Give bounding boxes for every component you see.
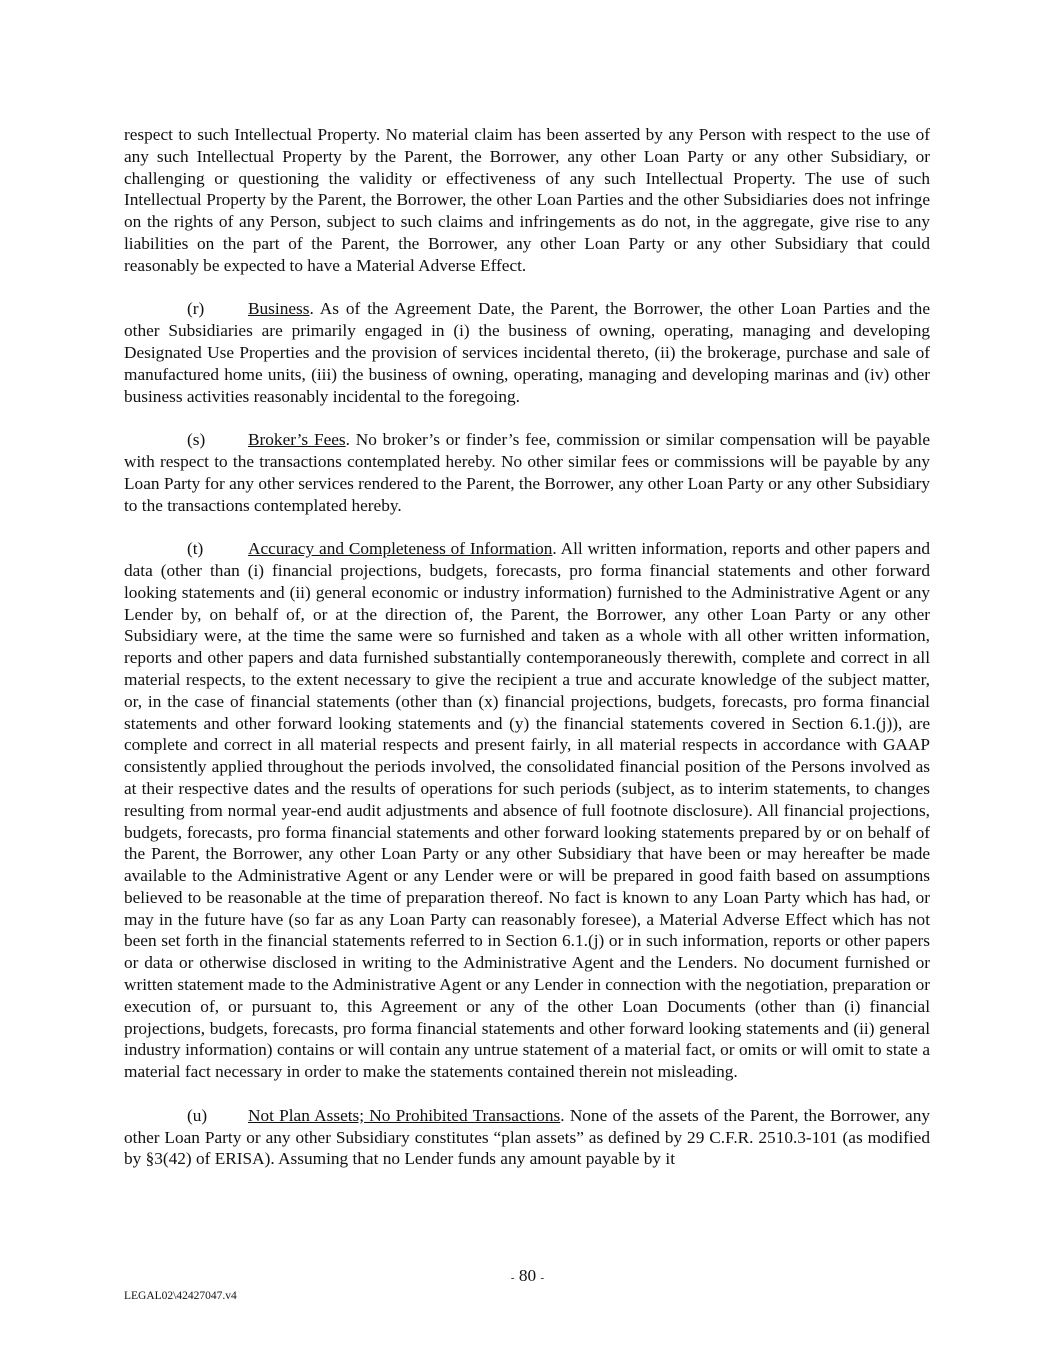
page-number-dash-right: - <box>540 1272 545 1284</box>
continuation-paragraph: respect to such Intellectual Property. No material claim has been asserted by any Person with respect to the use of any such Intellectual Property by the Parent, the Borrower, any other Loan Party or any other Subsidiary, or challenging or questioning the validity or effectiveness of any such Intellectual Property. The use of such Intellectual Property by the Parent, the Borrower, the other Loan Parties and the other Subsidiaries does not infringe on the rights of any Person, subject to such claims and infringements as do not, in the aggregate, give rise to any liabilities on the part of the Parent, the Borrower, any other Loan Party or any other Subsidiary that could reasonably be expected to have a Material Adverse Effect. <box>124 125 930 275</box>
section-u-paragraph <box>124 1105 930 1170</box>
document-body <box>124 124 930 1192</box>
section-heading: Accuracy and Completeness of Information <box>248 539 553 559</box>
section-text: . No broker’s or finder’s fee, commission or similar compensation will be payable with respect to the transactions contemplated hereby. No other similar fees or commissions will be payable by any Loan Party for any other services rendered to the Parent, the Borrower, any other Loan Party or any other Subsidiary to the transactions contemplated hereby. <box>124 430 930 515</box>
section-r-paragraph <box>124 298 930 407</box>
section-label: (t) <box>187 539 204 559</box>
page-number <box>0 1266 1055 1286</box>
section-text: . None of the assets of the Parent, the Borrower, any other Loan Party or any other Subsidiary constitutes “plan assets” as defined by 29 C.F.R. 2510.3-101 (as modified by §3(42) of ERISA). Assuming that no Lender funds any amount payable by it <box>124 1105 930 1169</box>
section-text: . All written information, reports and other papers and data (other than (i) financial projections, budgets, forecasts, pro forma financial statements and other forward looking statements and (ii) general economic or industry information) furnished to the Administrative Agent or any Lender by, on behalf of, or at the direction of, the Parent, the Borrower, any other Loan Party or any other Subsidiary were, at the time the same were so furnished and taken as a whole with all other written information, reports and other papers and data furnished substantially contemporaneously therewith, complete and correct in all material respects, to the extent necessary to give the recipient a true and accurate knowledge of the subject matter, or, in the case of financial statements (other than (x) financial projections, budgets, forecasts, pro forma financial statements and other forward looking statements and (y) the financial statements covered in Section 6.1.(j)), are complete and correct in all material respects and present fairly, in all material respects in accordance with GAAP consistently applied throughout the periods involved, the consolidated financial position of the Persons involved as at their respective dates and the results of operations for such periods (subject, as to interim statements, to changes resulting from normal year-end audit adjustments and absence of full footnote disclosure). All financial projections, budgets, forecasts, pro forma financial statements and other forward looking statements prepared by or on behalf of the Parent, the Borrower, any other Loan Party or any other Subsidiary that have been or may hereafter be made available to the Administrative Agent or any Lender were or will be prepared in good faith based on assumptions believed to be reasonable at the time of preparation thereof. No fact is known to any Loan Party which has had, or may in the future have (so far as any Loan Party can reasonably foresee), a Material Adverse Effect which has not been set forth in the financial statements referred to in Section 6.1.(j) or in such information, reports or other papers or data or otherwise disclosed in writing to the Administrative Agent and the Lenders. No document furnished or written statement made to the Administrative Agent or any Lender in connection with the negotiation, preparation or execution of, or pursuant to, this Agreement or any of the other Loan Documents (other than (i) financial projections, budgets, forecasts, pro forma financial statements and other forward looking statements and (ii) general industry information) contains or will contain any untrue statement of a material fact, or omits or will omit to state a material fact necessary in order to make the statements contained therein not misleading. <box>124 539 930 1082</box>
section-heading: Business <box>248 299 310 319</box>
section-t-paragraph <box>124 538 930 1083</box>
section-label: (s) <box>187 430 206 450</box>
page-number-value: 80 <box>518 1266 537 1285</box>
document-id: LEGAL02\42427047.v4 <box>124 1290 237 1302</box>
section-text: . As of the Agreement Date, the Parent, the Borrower, the other Loan Parties and the other Subsidiaries are primarily engaged in (i) the business of owning, operating, managing and developing Designated Use Properties and the provision of services incidental thereto, (ii) the brokerage, purchase and sale of manufactured home units, (iii) the business of owning, operating, managing and developing marinas and (iv) other business activities reasonably incidental to the foregoing. <box>124 299 930 406</box>
section-heading: Broker’s Fees <box>248 430 346 450</box>
section-heading: Not Plan Assets; No Prohibited Transactions <box>248 1105 561 1125</box>
page-number-dash-left: - <box>510 1272 515 1284</box>
section-s-paragraph <box>124 429 930 516</box>
section-label: (u) <box>187 1105 208 1125</box>
section-label: (r) <box>187 299 205 319</box>
